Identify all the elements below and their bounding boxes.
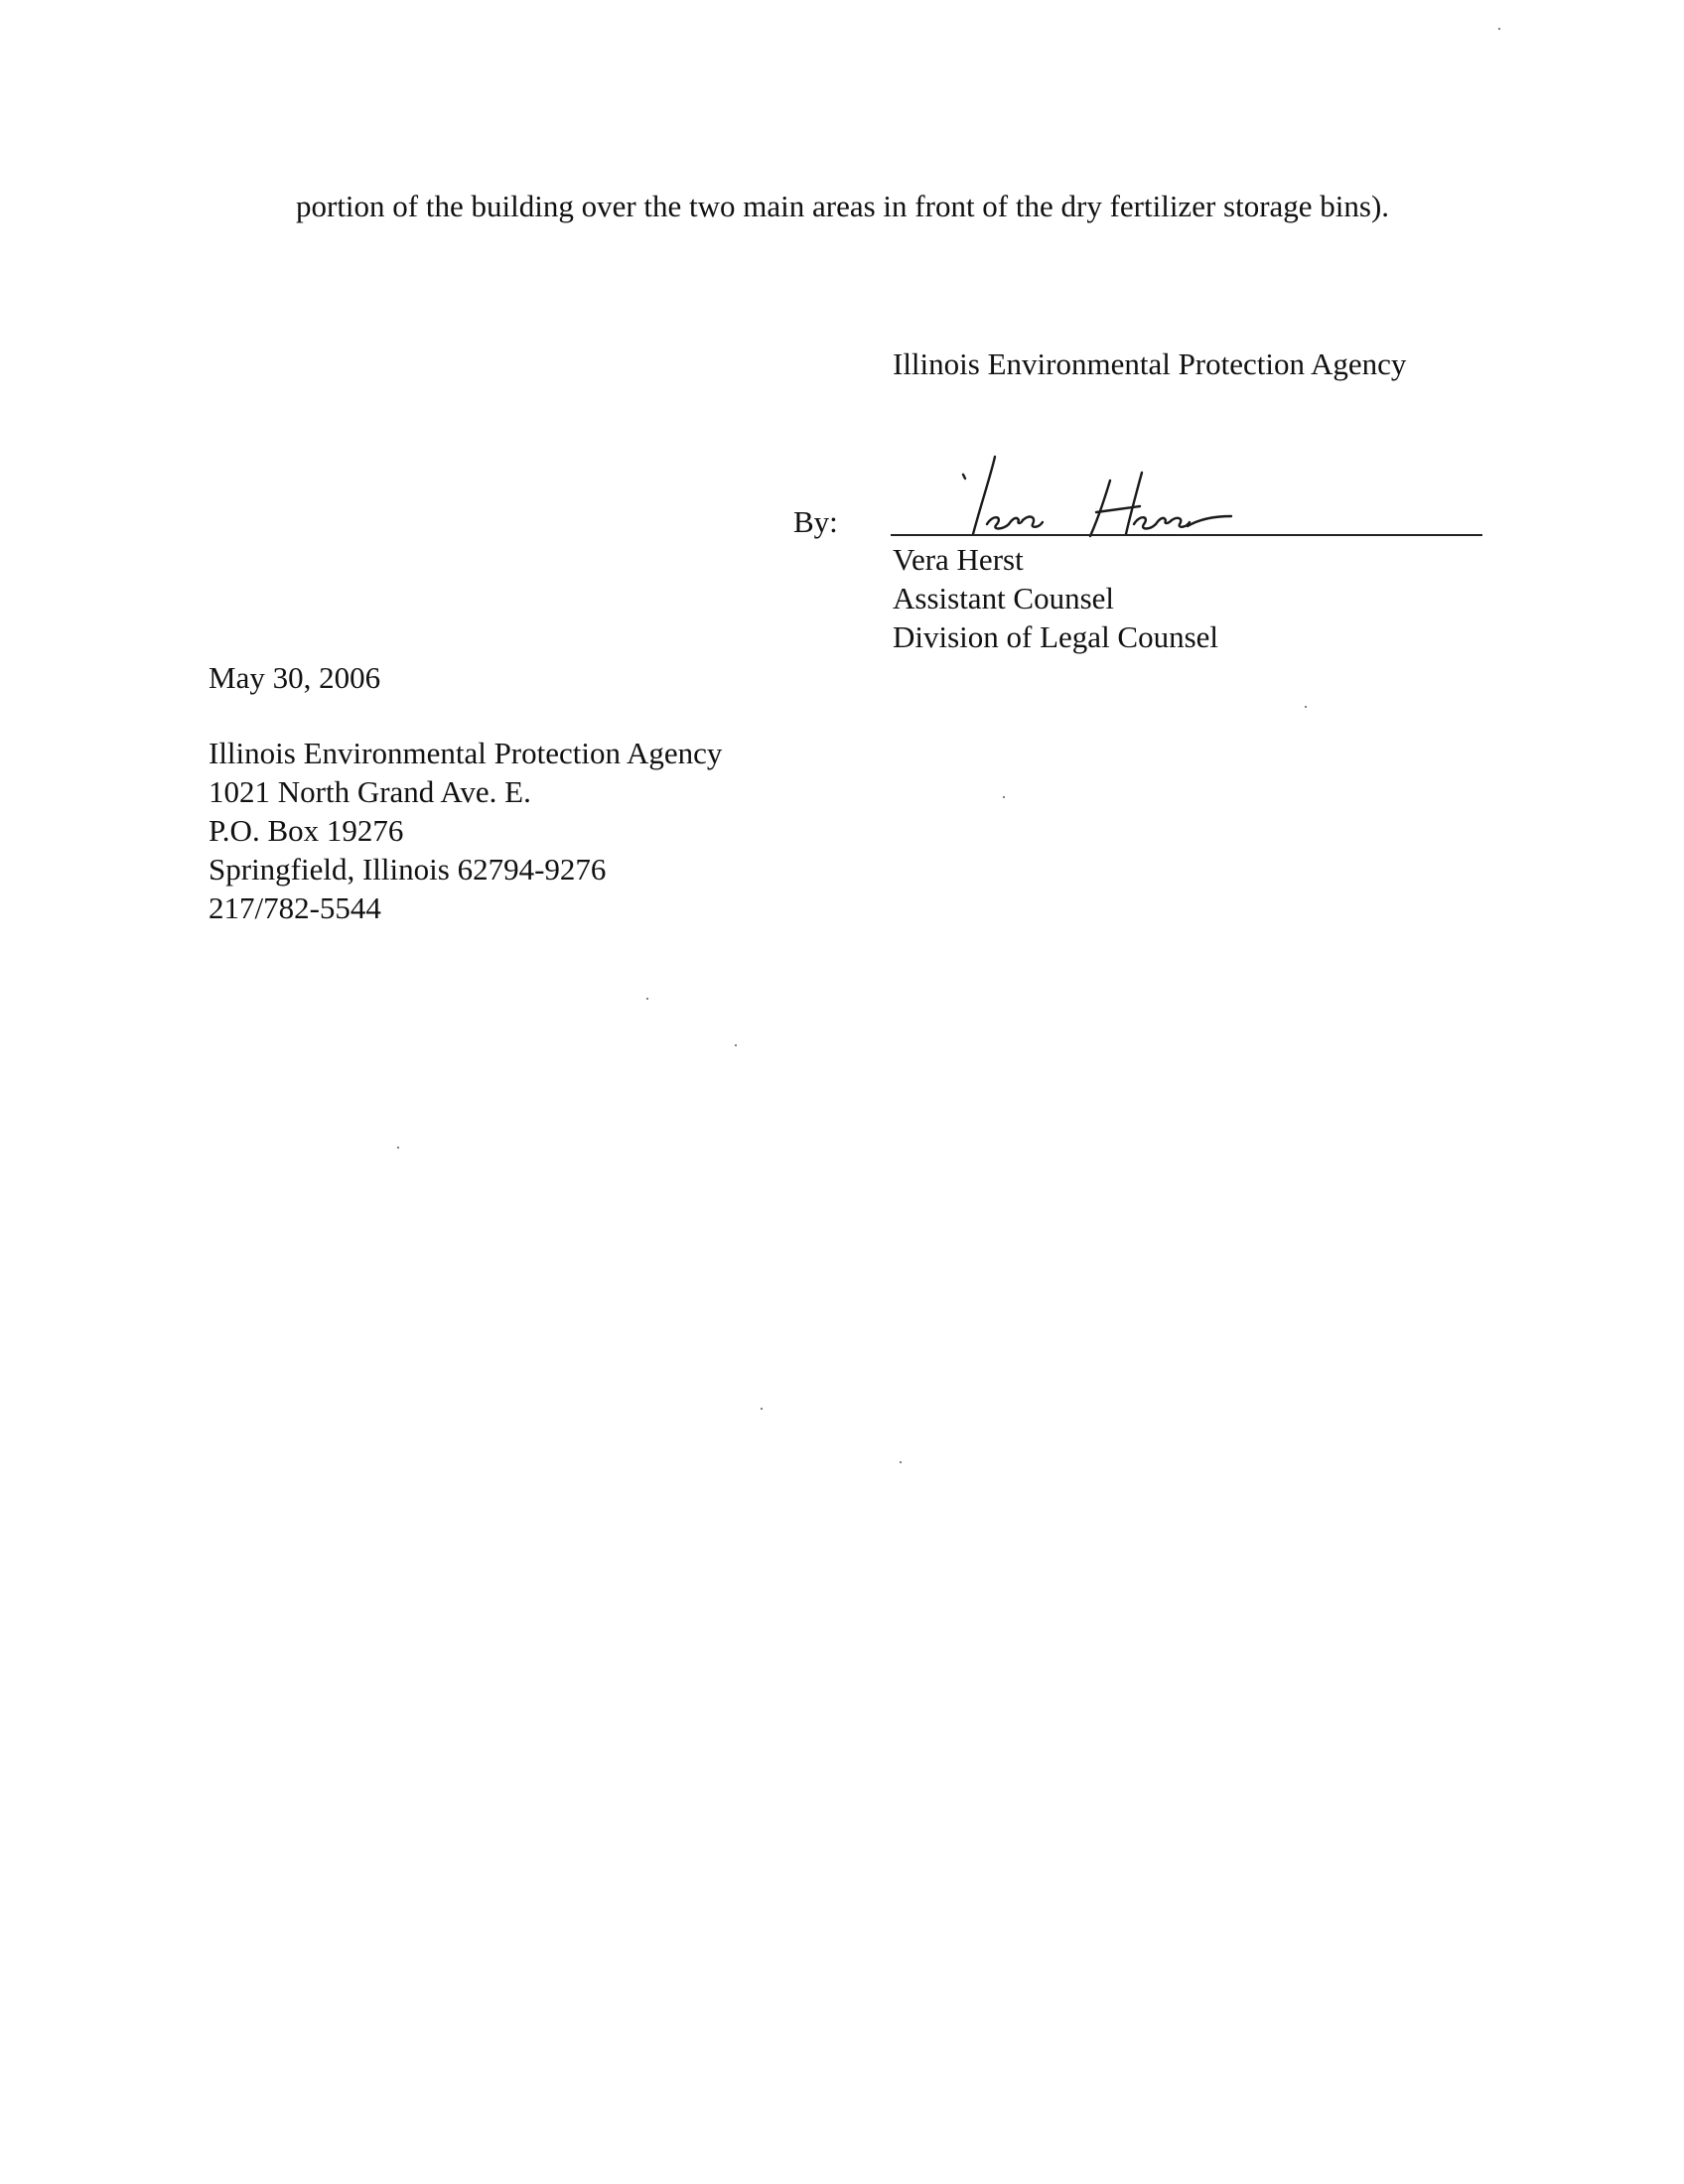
address-city-state-zip: Springfield, Illinois 62794-9276 <box>209 852 607 887</box>
body-continuation-text: portion of the building over the two main areas in front of the dry fertilizer storage bins). <box>296 189 1390 223</box>
address-street: 1021 North Grand Ave. E. <box>209 774 531 809</box>
signer-title: Assistant Counsel <box>893 581 1115 615</box>
scan-speck <box>1305 706 1307 708</box>
scan-speck <box>735 1044 737 1046</box>
address-phone: 217/782-5544 <box>209 890 381 925</box>
signer-division: Division of Legal Counsel <box>893 619 1219 654</box>
address-po-box: P.O. Box 19276 <box>209 813 404 848</box>
document-date: May 30, 2006 <box>209 660 381 695</box>
handwritten-signature <box>951 455 1249 538</box>
signer-name: Vera Herst <box>893 542 1024 577</box>
signature-agency-name: Illinois Environmental Protection Agency <box>893 346 1407 381</box>
by-label: By: <box>793 504 838 539</box>
address-organization: Illinois Environmental Protection Agency <box>209 736 723 770</box>
scan-speck <box>900 1461 902 1463</box>
scan-speck <box>397 1147 399 1149</box>
scan-speck <box>1003 796 1005 798</box>
scan-speck <box>761 1408 763 1410</box>
scan-speck <box>1498 28 1500 30</box>
signature-line <box>891 534 1482 536</box>
scan-speck <box>646 998 648 1000</box>
